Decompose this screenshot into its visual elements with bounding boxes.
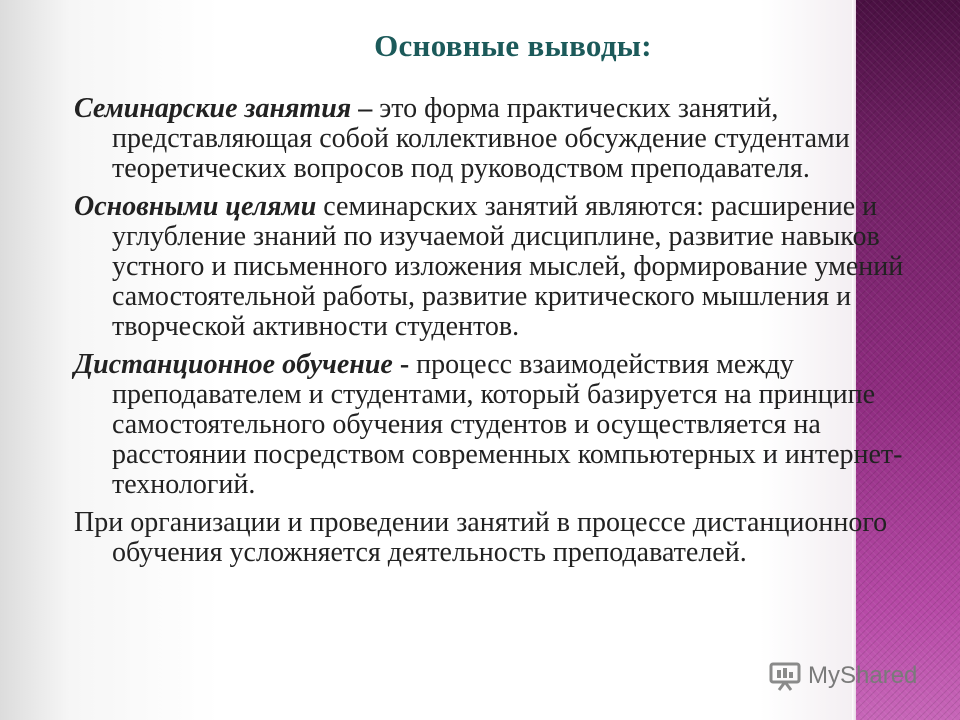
paragraph-conclusion xyxy=(74,508,934,568)
myshared-watermark xyxy=(768,656,938,696)
paragraph-text: семинарских занятий являются: расширение и углубление знаний по изучаемой дисциплине, развитие навыков устного и письменного изложения мыслей, формирование умений самостоятельной работы, развитие критического мышления и творческой активности студентов. xyxy=(112,191,904,342)
paragraph-goals xyxy=(74,192,934,342)
watermark-text: MyShared xyxy=(808,662,918,689)
term-goals: Основными целями xyxy=(74,191,317,222)
term-seminar: Семинарские занятия xyxy=(74,93,352,124)
slide-title: Основные выводы: xyxy=(374,28,652,63)
presentation-icon xyxy=(768,661,802,691)
paragraph-text: процесс взаимодействия между преподавателем и студентами, который базируется на принципе самостоятельного обучения студентов и осуществляется на расстоянии посредством современных компьютерных и интернет-технологий. xyxy=(112,349,903,500)
paragraph-distance-learning xyxy=(74,350,934,500)
separator: – xyxy=(351,93,380,124)
paragraph-text: это форма практических занятий, представляющая собой коллективное обсуждение студентами теоретических вопросов под руководством преподавателя. xyxy=(112,93,850,184)
slide-content xyxy=(74,94,934,576)
term-distance-learning: Дистанционное обучение xyxy=(74,349,393,380)
separator: - xyxy=(392,349,417,380)
paragraph-text: При организации и проведении занятий в процессе дистанционного обучения усложняется деятельность преподавателей. xyxy=(74,507,888,568)
paragraph-seminar xyxy=(74,94,934,184)
